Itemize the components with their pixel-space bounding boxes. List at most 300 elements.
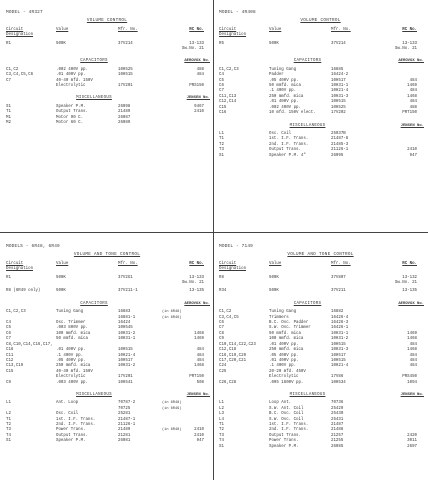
model-title: MODEL - 7149 (219, 244, 254, 249)
part-value: Electrolytic (269, 375, 299, 380)
panel-models-6r48-6r49 (4, 238, 210, 447)
part-value: 500K (269, 289, 279, 294)
section-title: CAPACITORS (293, 301, 322, 306)
rc-number: 484 (409, 364, 417, 369)
circuit-designation: L4 (219, 417, 224, 422)
mfr-number: 10H31-2 (118, 364, 136, 369)
model-note (375, 154, 389, 159)
mfr-number: 25281 (118, 412, 131, 417)
circuit-designation: C7 (219, 326, 224, 331)
part-value: Output Trans. (269, 433, 301, 438)
circuit-designation: S1 (219, 444, 224, 449)
model-note (375, 289, 389, 294)
section-heading-row (4, 59, 210, 64)
model-note: (in 6R48) (162, 428, 182, 433)
section-heading-row (217, 393, 424, 398)
rc-number: 484 (409, 100, 417, 105)
mfr-number: 10H525 (118, 67, 133, 72)
circuit-designation: T1 (6, 417, 11, 422)
rc-number: 1094 (407, 380, 417, 385)
section-heading-row (4, 302, 210, 307)
part-value: Speaker P.M. (56, 439, 86, 444)
header-circuit-designation (217, 28, 269, 39)
model-note: (in 6R48) (162, 401, 182, 406)
rc-number: 508 (196, 380, 204, 385)
part-row (4, 42, 210, 53)
part-value: .01 400V pp. (269, 358, 299, 363)
model-note: (in 6R48) (162, 310, 182, 315)
manufacturer-column-label: AEROVOX No. (398, 301, 424, 306)
mfr-number: 21126-1 (118, 422, 136, 427)
header-value: Value (56, 261, 69, 266)
rc-number: 2410 (407, 148, 417, 153)
circuit-designation: R1 (6, 275, 11, 280)
circuit-designation: T2 (6, 422, 11, 427)
manufacturer-column-label: JENSEN No. (186, 392, 210, 397)
manufacturer-column-label: JENSEN No. (400, 123, 424, 128)
part-value: .003 800V pp. (56, 326, 88, 331)
rc-number: 13-133 Sw.No. 21 (181, 275, 204, 286)
part-value: Motor 90 C. (56, 115, 84, 120)
mfr-number: 16424-2 (331, 73, 349, 78)
section-gap (4, 52, 210, 54)
section-heading-row (217, 124, 424, 129)
part-value: Speaker P.M. (269, 444, 299, 449)
part-row (217, 381, 424, 386)
model-note (375, 276, 389, 287)
part-value: Osc. Coil (56, 412, 79, 417)
mfr-number: 17V202 (331, 111, 346, 116)
model-note (162, 42, 176, 53)
model-note (375, 42, 389, 53)
mfr-number: 26087 (118, 115, 131, 120)
rc-number: 947 (196, 439, 204, 444)
section-title: CAPACITORS (293, 59, 322, 64)
circuit-designation: T1 (219, 422, 224, 427)
header-circuit: Circuit (219, 261, 237, 266)
rc-number: 13-135 (189, 289, 204, 294)
part-value: .05 400V pp. (56, 358, 86, 363)
mfr-number: 17V86 (331, 375, 344, 380)
part-value: Output Trans. (269, 148, 301, 153)
circuit-designation: C12,C14 (219, 100, 237, 105)
header-circuit: Circuit (6, 27, 24, 32)
circuit-designation: C5 (6, 326, 11, 331)
part-value: S.W. Ant. Coil (269, 406, 304, 411)
part-row (4, 439, 210, 444)
section-gap (217, 295, 424, 297)
mfr-number: 10H31-3 (331, 94, 349, 99)
mfr-number: 21489 (118, 110, 131, 115)
model-title: MODELS - 6R48, 6R49 (6, 244, 60, 249)
model-note (375, 111, 389, 116)
mfr-number: 10H31-1 (331, 331, 349, 336)
circuit-designation: C26,C28 (219, 380, 237, 385)
part-value: 2nd. I.F. Trans. (269, 428, 309, 433)
circuit-designation: T1 (6, 110, 11, 115)
circuit-designation: T3 (219, 148, 224, 153)
header-mfr-no: Mfr. No. (118, 27, 138, 32)
column-header-row (4, 262, 210, 273)
model-note (375, 445, 389, 450)
circuit-designation: T4 (6, 433, 11, 438)
mfr-number: 26089 (118, 121, 131, 126)
circuit-designation: C9 (219, 337, 224, 342)
circuit-designation: T4 (219, 439, 224, 444)
part-value: Tuning Gang (269, 67, 297, 72)
manufacturer-column-label: AEROVOX No. (398, 59, 424, 64)
part-value: .002 400V pp. (269, 105, 301, 110)
part-value: .01 400V pp. (269, 342, 299, 347)
part-value: 1st. I.F. Trans. (269, 422, 309, 427)
circuit-designation: R8 (6R49 only) (6, 289, 41, 294)
mfr-number: 16883 (118, 310, 131, 315)
circuit-designation: M1 (6, 115, 11, 120)
header-designation: Designation (6, 267, 34, 272)
mfr-number: 10H534 (331, 380, 346, 385)
mfr-number: 21257 (331, 433, 344, 438)
mfr-number: 26085 (331, 444, 344, 449)
section-title: VOLUME AND TONE CONTROL (73, 252, 141, 258)
circuit-designation: R1 (6, 41, 11, 46)
circuit-designation: C8,C10,C14,C16,C17, (6, 342, 53, 347)
mfr-number: 10H21-4 (331, 89, 349, 94)
rc-number: 1469 (407, 84, 417, 89)
header-designation: Designation (219, 33, 247, 38)
section-gap (4, 445, 210, 447)
mfr-number: 37V214 (118, 41, 133, 46)
section-gap (217, 450, 424, 452)
header-spacer (375, 262, 389, 273)
circuit-designation: C6 (219, 84, 224, 89)
rc-number: 1468 (407, 348, 417, 353)
model-note (162, 381, 176, 386)
circuit-designation: T1 (219, 137, 224, 142)
mfr-number: 10H515 (118, 348, 133, 353)
mfr-number: 21126-1 (331, 148, 349, 153)
header-mfr-no: Mfr. No. (331, 27, 351, 32)
part-value: B.C. Osc. Coil (269, 412, 304, 417)
model-note (375, 381, 389, 386)
section-gap (217, 159, 424, 161)
part-row (217, 42, 424, 53)
circuit-designation: S1 (6, 439, 11, 444)
rc-number: 3011 (407, 439, 417, 444)
circuit-designation: L2 (219, 406, 224, 411)
mfr-number: 10H517 (118, 358, 133, 363)
rc-number: PRS450 (402, 375, 417, 380)
part-value: .01 400V pp. (269, 100, 299, 105)
circuit-designation: C1,C2 (219, 310, 232, 315)
mfr-number: 10H21-4 (118, 353, 136, 358)
mfr-number: 10H31-1 (331, 84, 349, 89)
section-title: MISCELLANEOUS (76, 96, 112, 101)
part-value: .05 400V pp. (269, 353, 299, 358)
mfr-number: 10H31-2 (118, 331, 136, 336)
part-value: 100 mmfd. mica (56, 331, 91, 336)
part-value: .01 400V pp. (56, 73, 86, 78)
part-value: Output Trans. (56, 433, 88, 438)
mfr-number: 37V211 (331, 289, 346, 294)
circuit-designation: C1,C2,C3 (6, 310, 26, 315)
section-title: VOLUME AND TONE CONTROL (287, 252, 354, 258)
part-value: 250 mmfd. mica (269, 348, 304, 353)
part-value: 500K (56, 275, 66, 280)
part-value: Tuning Gang (269, 310, 297, 315)
column-header-row (217, 28, 424, 39)
model-note: (in 6R49) (162, 315, 182, 320)
rc-number: 13-133 Sw.No. 21 (394, 41, 417, 52)
part-value: 40-40 mfd. 150V (56, 369, 93, 374)
part-value: 250 mmfd. mica (269, 94, 304, 99)
part-value: 500K (56, 41, 66, 46)
circuit-designation: C11,C13 (219, 94, 237, 99)
model-note: (in 6R49) (162, 406, 182, 411)
circuit-designation: C9 (6, 380, 11, 385)
vertical-divider (213, 0, 214, 480)
part-row (4, 289, 210, 294)
mfr-number: 26098 (118, 104, 131, 109)
mfr-number: 21488 (331, 428, 344, 433)
header-value: Value (269, 27, 282, 32)
part-value: Osc. Coil (269, 131, 292, 136)
rc-number: 2410 (194, 110, 204, 115)
header-value: Value (269, 261, 282, 266)
horizontal-divider (0, 232, 428, 233)
section-gap (217, 52, 424, 54)
mfr-number: 70725 (118, 406, 131, 411)
mfr-number: 10H517 (331, 78, 346, 83)
header-mfr-no: Mfr. No. (118, 261, 138, 266)
circuit-designation: C1,C2,C3 (219, 67, 239, 72)
part-value: 40-40 mfd. 150V (56, 78, 93, 83)
part-row (217, 154, 424, 159)
mfr-number: 10H31-3 (331, 348, 349, 353)
circuit-designation: C15 (6, 369, 14, 374)
rc-number: PRS150 (189, 84, 204, 89)
part-value: Motor 60 C. (56, 121, 84, 126)
part-value: B.C. Osc. Padder (269, 321, 309, 326)
rc-number: 13-133 Sw.No. 21 (181, 41, 204, 52)
mfr-number: 70787-2 (118, 401, 136, 406)
part-value: Ant. Loop (56, 401, 79, 406)
header-spacer (162, 28, 176, 39)
part-value: S.W. Osc. Trimmer (269, 326, 311, 331)
part-value: Padder (269, 73, 284, 78)
mfr-number: 17V201 (118, 84, 133, 89)
header-spacer (162, 262, 176, 273)
rc-number: 1468 (407, 337, 417, 342)
header-circuit: Circuit (6, 261, 24, 266)
part-value: 1st. I.F. Trans. (56, 417, 96, 422)
part-value: 20-20 mfd. 450V (269, 369, 306, 374)
rc-number: 2410 (194, 433, 204, 438)
part-value: 500K (269, 41, 279, 46)
part-value: Power Trans. (56, 428, 86, 433)
circuit-designation: L1 (219, 131, 224, 136)
mfr-number: 16424 (118, 321, 131, 326)
rc-number: 488 (409, 105, 417, 110)
circuit-designation: T2 (219, 142, 224, 147)
section-gap (217, 386, 424, 388)
mfr-number: 25037B (331, 131, 346, 136)
mfr-number: 10H21-4 (331, 364, 349, 369)
section-gap (4, 89, 210, 91)
column-header-row (4, 28, 210, 39)
circuit-designation: C24 (219, 364, 227, 369)
section-gap (4, 295, 210, 297)
model-title: MODEL - 4R408 (219, 10, 256, 15)
mfr-number: 10H31-2 (331, 337, 349, 342)
header-rc-no: RC No. (189, 27, 204, 32)
mfr-number: 16426-1 (331, 326, 349, 331)
part-value: 2nd. I.F. Trans. (269, 142, 309, 147)
rc-number: PRT150 (402, 111, 417, 116)
header-spacer (375, 28, 389, 39)
section-gap (217, 117, 424, 119)
header-rc-no: RC No. (189, 261, 204, 266)
circuit-designation: C12,C18 (219, 348, 237, 353)
header-circuit-designation (4, 262, 56, 273)
part-row (217, 445, 424, 450)
circuit-designation: L2 (6, 412, 11, 417)
part-value: .1 400V pp. (269, 364, 297, 369)
mfr-number: 17V201 (118, 375, 133, 380)
circuit-designation: R8 (219, 275, 224, 280)
circuit-designation: S1 (219, 153, 224, 158)
section-title: MISCELLANEOUS (76, 392, 112, 397)
circuit-designation: C8 (219, 331, 224, 336)
rc-number: 9467 (194, 104, 204, 109)
mfr-number: 10H515 (331, 100, 346, 105)
section-gap (4, 386, 210, 388)
part-row (217, 276, 424, 287)
rc-number: 13-135 (402, 289, 417, 294)
section-heading-row (217, 302, 424, 307)
mfr-number: 10H525 (331, 105, 346, 110)
part-value: .1 400V pp. (56, 353, 84, 358)
section-heading-row (217, 59, 424, 64)
mfr-number: 16882 (331, 310, 344, 315)
part-value: Electrolytic (56, 375, 86, 380)
part-row (4, 84, 210, 89)
part-row (4, 276, 210, 287)
model-note (162, 276, 176, 287)
circuit-designation: C15 (219, 105, 227, 110)
part-value: 50 mmfd. mica (269, 331, 301, 336)
circuit-designation: L1 (6, 401, 11, 406)
section-title: MISCELLANEOUS (289, 392, 326, 397)
part-value: .003 400V pp. (56, 380, 88, 385)
model-note (162, 84, 176, 89)
part-value: 1st. I.F. Trans. (269, 137, 309, 142)
rc-number (176, 121, 204, 126)
circuit-designation: C3,C4,C5 (219, 315, 239, 320)
circuit-designation: M2 (6, 121, 11, 126)
rc-number: PRT150 (189, 375, 204, 380)
mfr-number: 70736 (331, 401, 344, 406)
rc-number: 1469 (194, 337, 204, 342)
rc-number: 484 (409, 358, 417, 363)
circuit-designation: C6 (219, 321, 224, 326)
part-value: Power Trans. (269, 439, 299, 444)
mfr-number: 37V211-1 (118, 289, 138, 294)
circuit-designation: C4 (6, 321, 11, 326)
part-value: Loop Ant. (269, 401, 292, 406)
part-row (217, 289, 424, 294)
rc-number: 1468 (194, 364, 204, 369)
rc-number: 484 (196, 73, 204, 78)
header-designation: Designation (6, 33, 34, 38)
part-value: S.W. Osc. Coil (269, 417, 304, 422)
mfr-number: 21487-1 (118, 417, 136, 422)
circuit-designation: S1 (6, 104, 11, 109)
rc-number: 484 (409, 353, 417, 358)
section-title: VOLUME CONTROL (300, 18, 341, 24)
circuit-designation: L3 (219, 412, 224, 417)
part-value: .005 1600V pp. (269, 380, 304, 385)
mfr-number: 21489 (118, 428, 131, 433)
circuit-designation: C1,C2 (6, 67, 19, 72)
mfr-number: 25429 (331, 406, 344, 411)
circuit-designation: R5 (219, 41, 224, 46)
mfr-number: 21255 (331, 439, 344, 444)
mfr-number: 21485-3 (331, 142, 349, 147)
rc-number: 484 (409, 342, 417, 347)
part-value: 500K (56, 289, 66, 294)
panel-model-7149 (217, 238, 424, 452)
circuit-designation: C3,C4,C5,C6 (6, 73, 34, 78)
circuit-designation: C25 (219, 369, 227, 374)
mfr-number: 25431 (331, 417, 344, 422)
part-value: 500K (269, 275, 279, 280)
mfr-number: 21281 (118, 433, 131, 438)
mfr-number: 10H515 (331, 358, 346, 363)
section-title: CAPACITORS (80, 301, 108, 306)
mfr-number: 10H541 (118, 380, 133, 385)
mfr-number: 10H515 (118, 73, 133, 78)
circuit-designation: C6 (6, 331, 11, 336)
header-rc-no: RC No. (402, 261, 417, 266)
part-value: 250 mmfd. mica (56, 364, 91, 369)
part-value: .05 400V pp. (269, 78, 299, 83)
model-note (162, 289, 176, 294)
header-circuit-designation (217, 262, 269, 273)
mfr-number: 16881-1 (118, 315, 136, 320)
rc-number: 484 (409, 89, 417, 94)
mfr-number: 25430 (331, 412, 344, 417)
section-heading-row (4, 96, 210, 101)
part-row (4, 381, 210, 386)
manufacturer-column-label: JENSEN No. (186, 96, 210, 101)
model-title: MODEL - 4R327 (6, 10, 43, 15)
model-note (162, 121, 176, 126)
part-value: 10 mfd. 150V elect. (269, 111, 316, 116)
circuit-designation: T3 (6, 428, 11, 433)
part-value: Tuning Gang (56, 310, 84, 315)
rc-number: 1469 (407, 331, 417, 336)
model-note (162, 439, 176, 444)
rc-number: 484 (196, 353, 204, 358)
part-value: 100 mmfd. mica (269, 337, 304, 342)
panel-model-4r327 (4, 4, 210, 129)
section-heading-row (4, 393, 210, 398)
rc-number: 484 (409, 78, 417, 83)
circuit-designation: C7 (6, 78, 11, 83)
circuit-designation: T3 (219, 433, 224, 438)
header-value: Value (56, 27, 69, 32)
part-value: 50 mmfd. mica (56, 337, 88, 342)
